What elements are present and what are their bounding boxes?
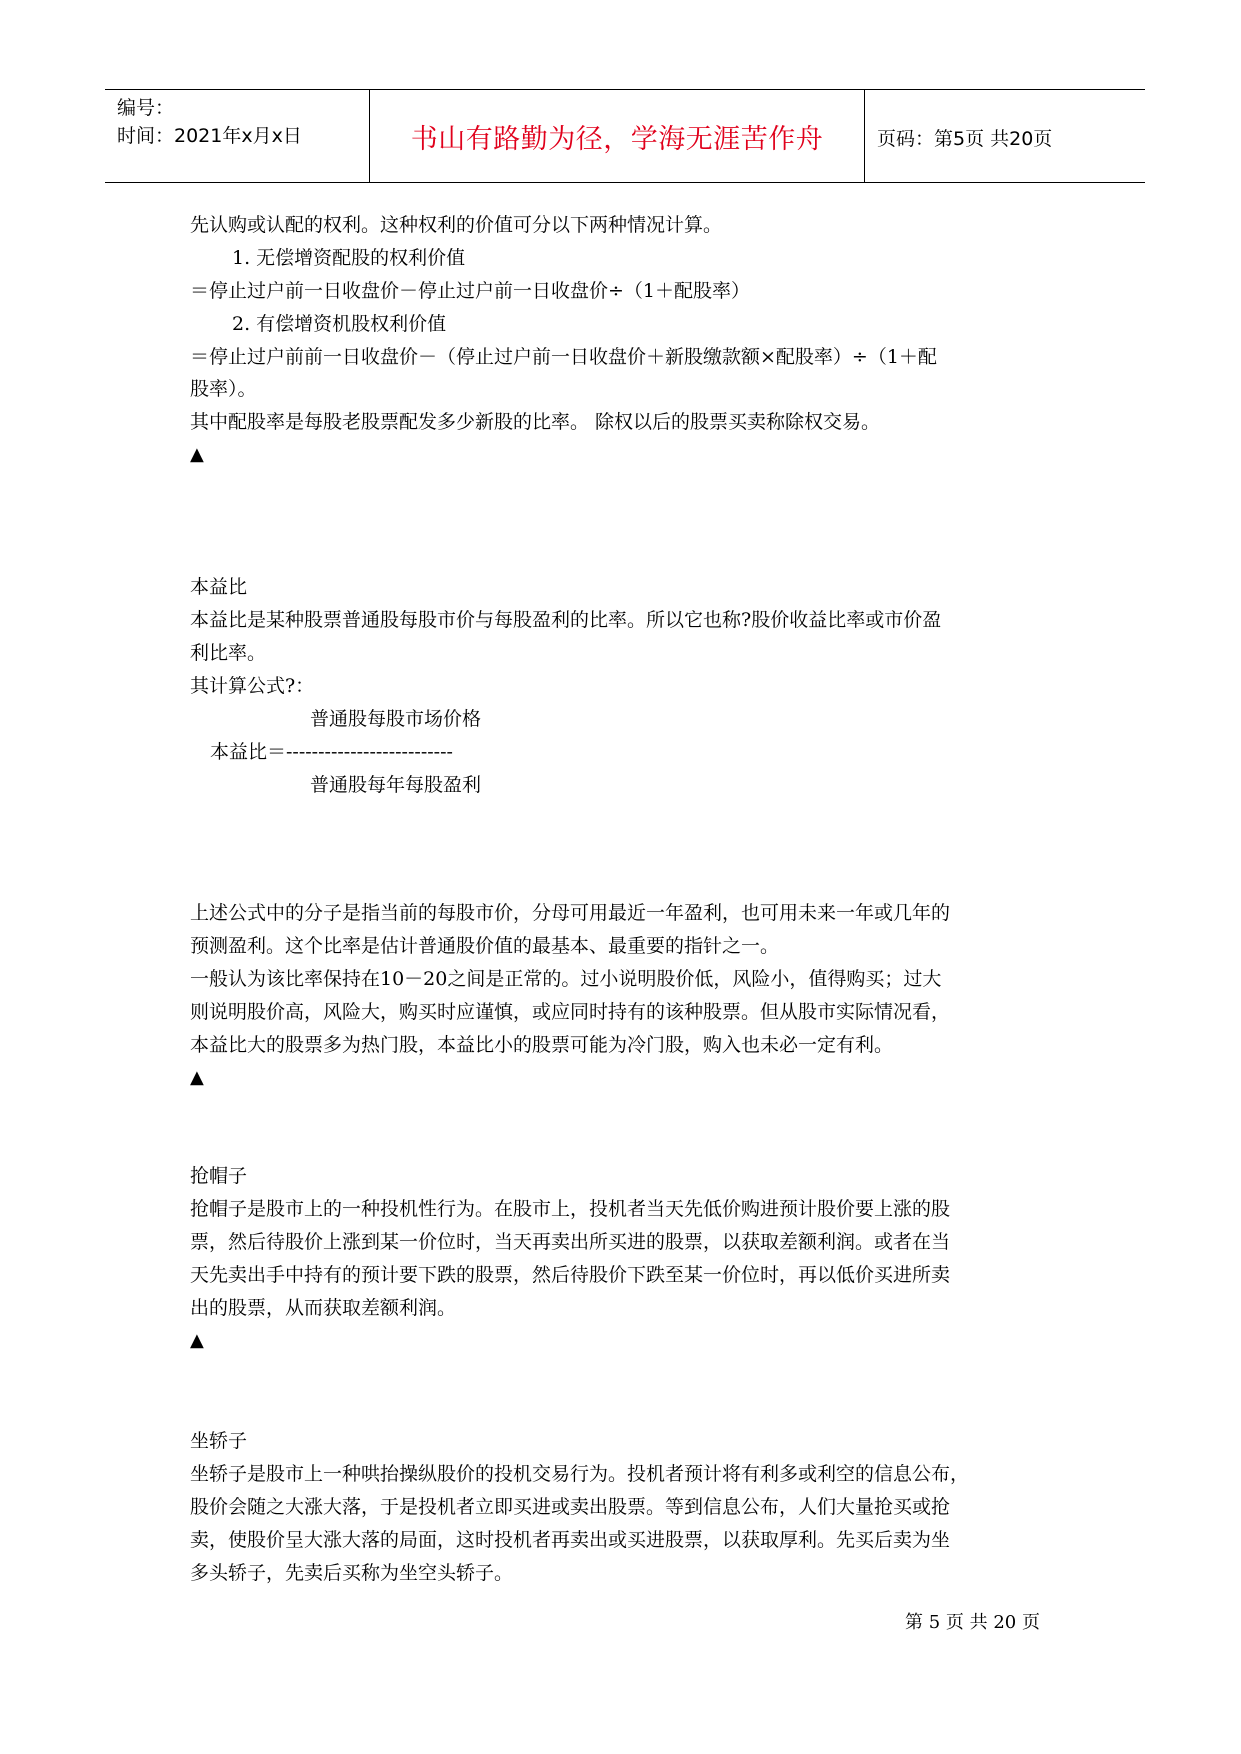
formula-numerator: 普通股每股市场价格 xyxy=(310,708,482,730)
body-line: 本益比是某种股票普通股每股市价与每股盈利的比率。所以它也称?股价收益比率或市价盈 xyxy=(190,609,942,631)
document-number-label: 编号： xyxy=(117,97,175,119)
body-line: 其中配股率是每股老股票配发多少新股的比率。 除权以后的股票买卖称除权交易。 xyxy=(190,411,881,433)
body-line: 坐轿子是股市上一种哄抬操纵股价的投机交易行为。投机者预计将有利多或利空的信息公布， xyxy=(190,1463,970,1485)
body-line: 上述公式中的分子是指当前的每股市价，分母可用最近一年盈利，也可用未来一年或几年的 xyxy=(190,902,951,924)
formula-denominator: 普通股每年每股盈利 xyxy=(310,774,482,796)
body-line: 股价会随之大涨大落，于是投机者立即买进或卖出股票。等到信息公布，人们大量抢买或抢 xyxy=(190,1496,951,1518)
triangle-marker: ▲ xyxy=(190,444,204,465)
page-header xyxy=(105,89,1145,183)
body-line: 预测盈利。这个比率是估计普通股价值的最基本、最重要的指针之一。 xyxy=(190,935,780,957)
triangle-marker: ▲ xyxy=(190,1330,204,1351)
formula-line: ＝停止过户前一日收盘价－停止过户前一日收盘价÷（1＋配股率） xyxy=(190,280,751,302)
body-line: 先认购或认配的权利。这种权利的价值可分以下两种情况计算。 xyxy=(190,214,723,236)
body-line: 票，然后待股价上涨到某一价位时，当天再卖出所买进的股票，以获取差额利润。或者在当 xyxy=(190,1231,951,1253)
body-line: 抢帽子是股市上的一种投机性行为。在股市上，投机者当天先低价购进预计股价要上涨的股 xyxy=(190,1198,951,1220)
header-motto-cell xyxy=(370,90,865,182)
body-line: 则说明股价高，风险大，购买时应谨慎，或应同时持有的该种股票。但从股市实际情况看， xyxy=(190,1001,951,1023)
formula-line: 股率）。 xyxy=(190,378,257,400)
list-item: 2. 有偿增资机股权利价值 xyxy=(232,313,447,335)
header-page-cell xyxy=(865,90,1145,182)
header-info-cell xyxy=(105,90,370,182)
body-line: 天先卖出手中持有的预计要下跌的股票，然后待股价下跌至某一价位时，再以低价买进所卖 xyxy=(190,1264,951,1286)
document-time-label: 时间：2021年x月x日 xyxy=(117,125,302,147)
header-motto: 书山有路勤为径，学海无涯苦作舟 xyxy=(410,124,824,155)
body-line: 其计算公式?： xyxy=(190,675,315,697)
formula-fraction-line: 本益比＝-------------------------- xyxy=(210,741,453,763)
body-line: 出的股票，从而获取差额利润。 xyxy=(190,1297,457,1319)
page-footer: 第 5 页 共 20 页 xyxy=(905,1612,1040,1633)
body-line: 本益比大的股票多为热门股，本益比小的股票可能为冷门股，购入也未必一定有利。 xyxy=(190,1034,894,1056)
list-item: 1. 无偿增资配股的权利价值 xyxy=(232,247,466,269)
body-line: 多头轿子，先卖后买称为坐空头轿子。 xyxy=(190,1562,514,1584)
body-line: 一般认为该比率保持在10－20之间是正常的。过小说明股价低，风险小，值得购买；过大 xyxy=(190,968,942,990)
body-line: 卖，使股价呈大涨大落的局面，这时投机者再卖出或买进股票，以获取厚利。先买后卖为坐 xyxy=(190,1529,951,1551)
formula-line: ＝停止过户前前一日收盘价－（停止过户前一日收盘价＋新股缴款额×配股率）÷（1＋配 xyxy=(190,346,937,368)
header-page-number: 页码：第5页 共20页 xyxy=(877,128,1053,150)
section-title-sedan: 坐轿子 xyxy=(190,1430,248,1452)
body-line: 利比率。 xyxy=(190,642,267,664)
section-title-scalping: 抢帽子 xyxy=(190,1165,248,1187)
triangle-marker: ▲ xyxy=(190,1067,204,1088)
section-title-pe-ratio: 本益比 xyxy=(190,576,248,598)
